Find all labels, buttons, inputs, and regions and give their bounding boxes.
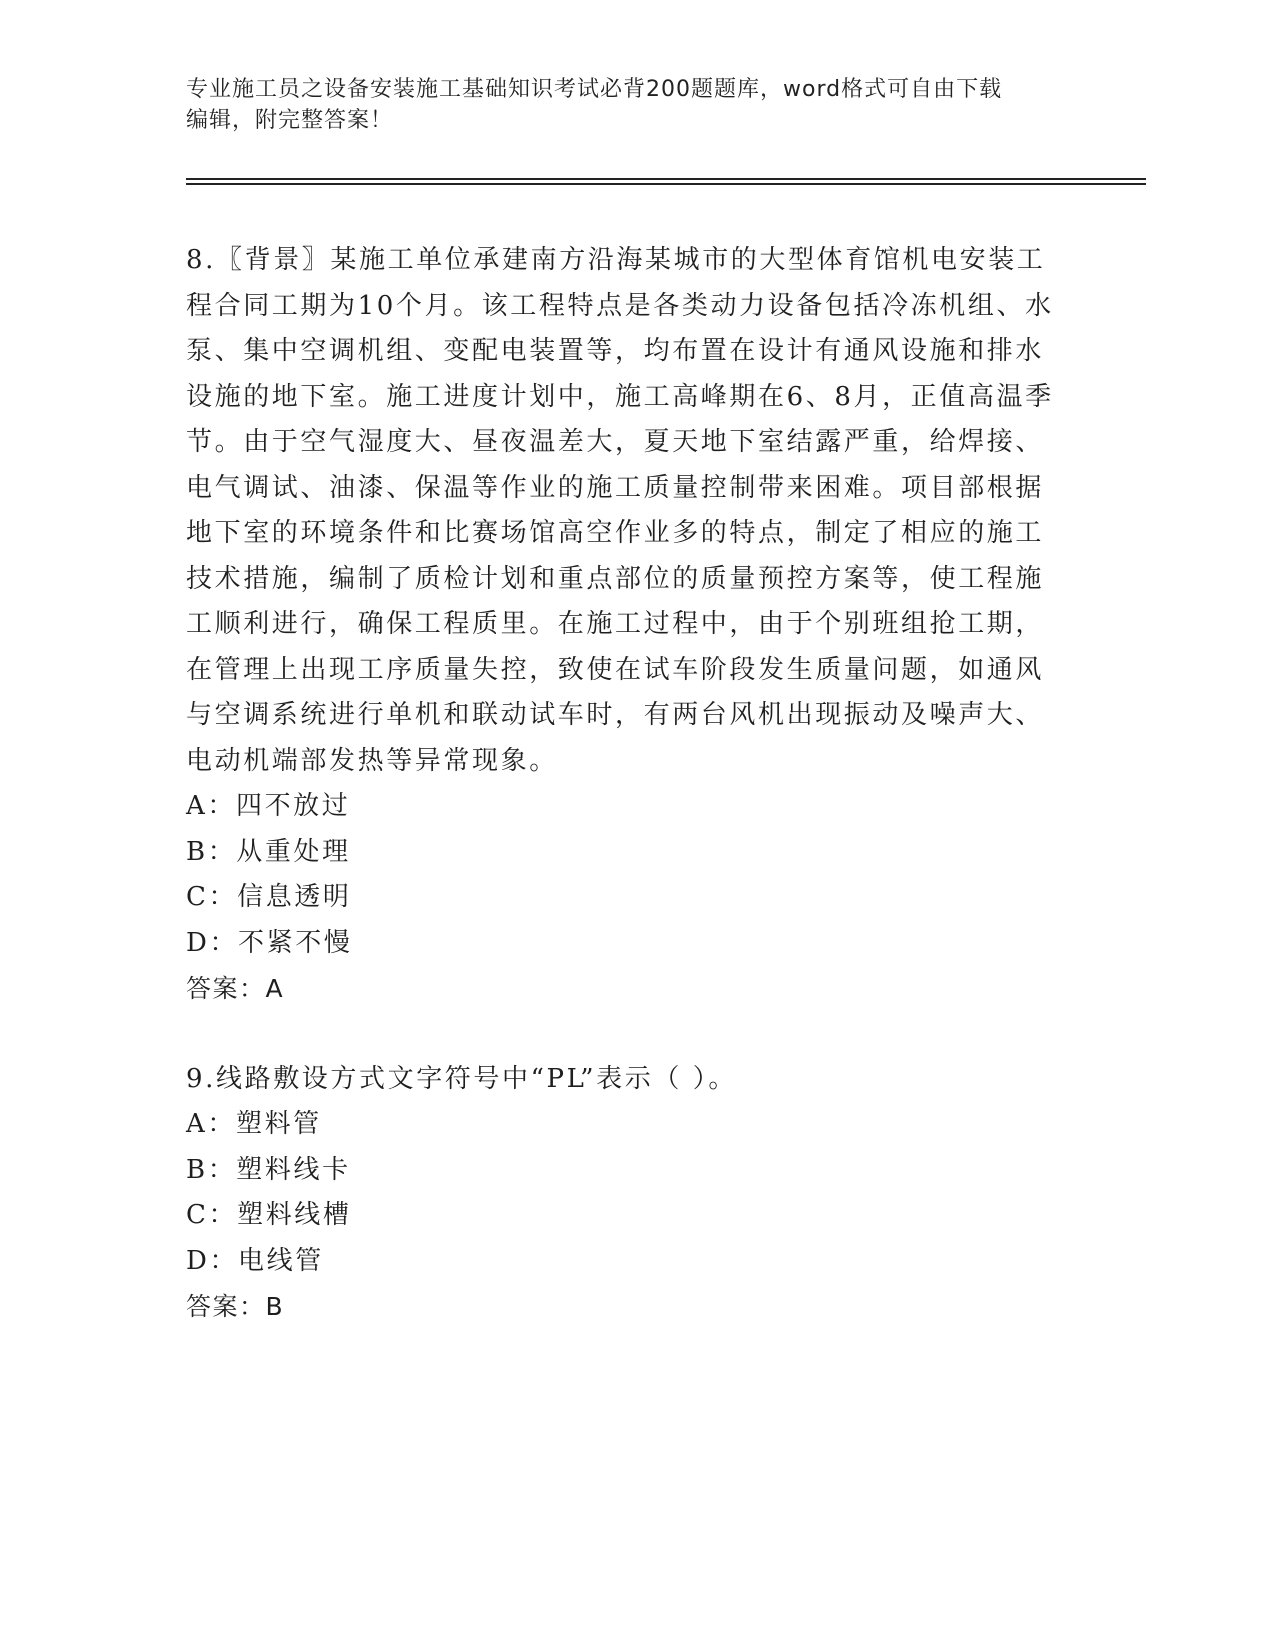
header-title-line-2: 编辑，附完整答案！ bbox=[186, 108, 394, 133]
document-header bbox=[186, 74, 1086, 136]
option-a: A：四不放过 bbox=[186, 791, 351, 821]
header-title-line-1: 专业施工员之设备安装施工基础知识考试必背200题题库，word格式可自由下载 bbox=[186, 77, 1003, 102]
answer-text: 答案：A bbox=[186, 974, 285, 1003]
option-c: C：塑料线槽 bbox=[186, 1200, 352, 1230]
option-d: D：电线管 bbox=[186, 1245, 324, 1276]
option-a: A：塑料管 bbox=[186, 1109, 322, 1139]
header-divider-bottom bbox=[186, 183, 1146, 185]
option-b: B：塑料线卡 bbox=[186, 1154, 351, 1185]
question-9 bbox=[186, 1057, 1066, 1330]
question-stem: 8.〖背景〗某施工单位承建南方沿海某城市的大型体育馆机电安装工程合同工期为10个月。该工程特点是各类动力设备包括冷冻机组、水泵、集中空调机组、变配电装置等，均布置在设计有通风设施和排水设施的地下室。施工进度计划中，施工高峰期在6、8月，正值高温季节。由于空气湿度大、昼夜温差大，夏天地下室结露严重，给焊接、电气调试、油漆、保温等作业的施工质量控制带来困难。项目部根据地下室的环境条件和比赛场馆高空作业多的特点，制定了相应的施工技术措施，编制了质检计划和重点部位的质量预控方案等，使工程施工顺利进行，确保工程质里。在施工过程中，由于个别班组抢工期，在管理上出现工序质量失控，致使在试车阶段发生质量问题，如通风与空调系统进行单机和联动试车时，有两台风机出现振动及噪声大、电动机端部发热等异常现象。 bbox=[186, 245, 1054, 776]
header-divider-top bbox=[186, 178, 1146, 180]
question-stem: 9.线路敷设方式文字符号中“PL”表示（ ）。 bbox=[186, 1063, 737, 1094]
question-8 bbox=[186, 238, 1066, 1012]
option-c: C：信息透明 bbox=[186, 882, 352, 912]
option-d: D：不紧不慢 bbox=[186, 927, 353, 958]
option-b: B：从重处理 bbox=[186, 836, 351, 867]
question-spacer bbox=[186, 1012, 1066, 1057]
answer-text: 答案：B bbox=[186, 1292, 285, 1321]
question-list bbox=[186, 238, 1066, 1330]
